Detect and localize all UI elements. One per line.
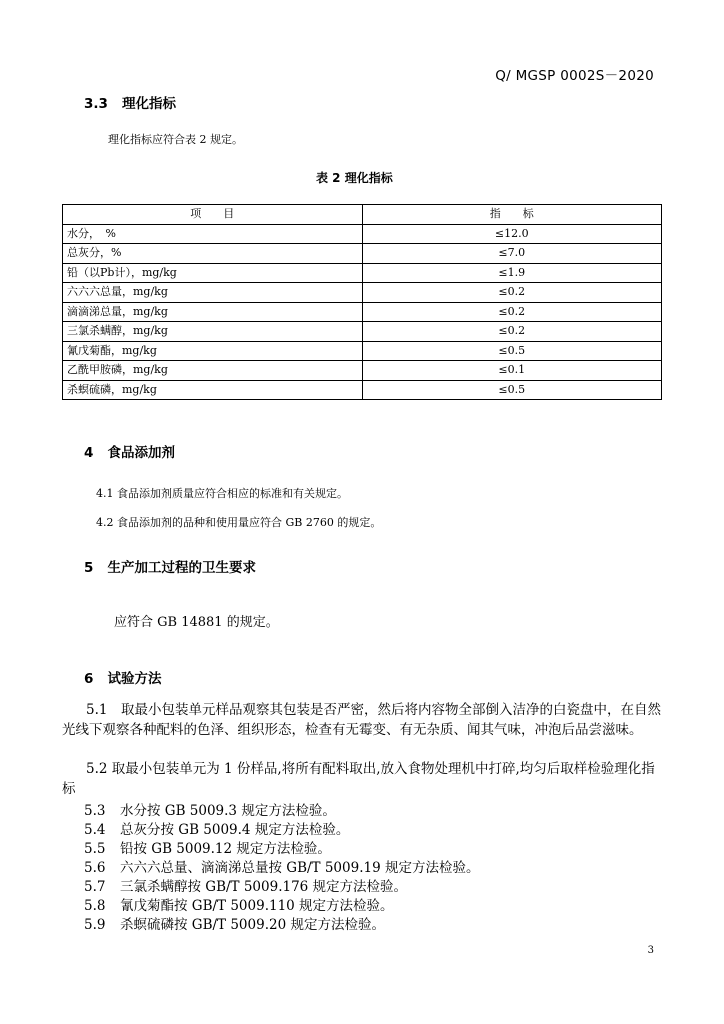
section-title: 试验方法 <box>107 671 162 687</box>
spec-table <box>62 204 662 400</box>
method-line <box>84 837 331 857</box>
section-number: 6 <box>84 671 94 687</box>
table-row <box>63 302 662 322</box>
section-number: 3.3 <box>84 96 108 112</box>
method-number: 5.8 <box>84 898 106 914</box>
row-value: ≤0.5 <box>362 380 662 400</box>
header-value: 指 标 <box>362 205 662 225</box>
section-4-1-text: 4.1 食品添加剂质量应符合相应的标准和有关规定。 <box>96 487 348 500</box>
section-3-3-text: 理化指标应符合表 2 规定。 <box>108 133 243 146</box>
row-item: 氰戊菊酯，mg/kg <box>63 341 363 361</box>
row-value: ≤0.1 <box>362 361 662 381</box>
row-item: 滴滴涕总量，mg/kg <box>63 302 363 322</box>
method-line <box>84 856 479 876</box>
section-4-2-text: 4.2 食品添加剂的品种和使用量应符合 GB 2760 的规定。 <box>96 516 382 529</box>
method-number: 5.5 <box>84 841 106 857</box>
row-value: ≤1.9 <box>362 263 662 283</box>
row-value: ≤7.0 <box>362 244 662 264</box>
table-row <box>63 361 662 381</box>
row-value: ≤0.2 <box>362 302 662 322</box>
row-item: 杀螟硫磷，mg/kg <box>63 380 363 400</box>
row-value: ≤0.2 <box>362 322 662 342</box>
method-paragraph-5-1: 5.1 取最小包装单元样品观察其包装是否严密，然后将内容物全部倒入洁净的白瓷盘中，在自然光线下观察各种配料的色泽、组织形态，检查有无霉变、有无杂质、闻其气味，冲泡后品尝滋味。 <box>62 702 661 738</box>
section-3-3-heading <box>84 92 176 112</box>
section-title: 理化指标 <box>122 96 177 112</box>
method-line <box>84 875 407 895</box>
method-line <box>84 913 385 933</box>
table-row <box>63 224 662 244</box>
table-row <box>63 244 662 264</box>
table-row <box>63 283 662 303</box>
row-item: 总灰分，% <box>63 244 363 264</box>
row-value: ≤0.2 <box>362 283 662 303</box>
table-caption: 表 2 理化指标 <box>316 171 393 185</box>
section-4-heading <box>84 441 175 461</box>
section-5-text: 应符合 GB 14881 的规定。 <box>114 615 279 630</box>
section-5-heading <box>84 556 256 576</box>
row-item: 乙酰甲胺磷，mg/kg <box>63 361 363 381</box>
method-number: 5.4 <box>84 822 106 838</box>
method-number: 5.6 <box>84 860 106 876</box>
section-title: 食品添加剂 <box>107 445 176 461</box>
method-text: 三氯杀螨醇按 GB/T 5009.176 规定方法检验。 <box>120 879 408 895</box>
section-6-heading <box>84 667 162 687</box>
row-value: ≤0.5 <box>362 341 662 361</box>
section-title: 生产加工过程的卫生要求 <box>107 560 257 576</box>
method-number: 5.9 <box>84 917 106 933</box>
row-item: 水分， % <box>63 224 363 244</box>
method-paragraph-5-2: 5.2 取最小包装单元为 1 份样品,将所有配料取出,放入食物处理机中打碎,均匀后取样检验理化指标 <box>62 761 655 797</box>
method-text: 铅按 GB 5009.12 规定方法检验。 <box>120 841 331 857</box>
header-item: 项 目 <box>63 205 363 225</box>
page-number: 3 <box>647 945 654 956</box>
table-row <box>63 380 662 400</box>
method-text: 氰戊菊酯按 GB/T 5009.110 规定方法检验。 <box>120 898 394 914</box>
table-row <box>63 341 662 361</box>
row-item: 六六六总量，mg/kg <box>63 283 363 303</box>
table-row <box>63 322 662 342</box>
method-line <box>84 799 336 819</box>
method-text: 杀螟硫磷按 GB/T 5009.20 规定方法检验。 <box>120 917 385 933</box>
method-text: 总灰分按 GB 5009.4 规定方法检验。 <box>120 822 350 838</box>
row-item: 三氯杀螨醇，mg/kg <box>63 322 363 342</box>
section-number: 5 <box>84 560 94 576</box>
method-line <box>84 894 394 914</box>
row-value: ≤12.0 <box>362 224 662 244</box>
row-item: 铅（以Pb计），mg/kg <box>63 263 363 283</box>
method-line <box>84 818 349 838</box>
method-text: 六六六总量、滴滴涕总量按 GB/T 5009.19 规定方法检验。 <box>120 860 480 876</box>
method-text: 水分按 GB 5009.3 规定方法检验。 <box>120 803 336 819</box>
section-number: 4 <box>84 445 94 461</box>
document-code: Q/ MGSP 0002S－2020 <box>495 68 654 84</box>
table-row <box>63 263 662 283</box>
method-number: 5.7 <box>84 879 106 895</box>
method-number: 5.3 <box>84 803 106 819</box>
table-header-row <box>63 205 662 225</box>
